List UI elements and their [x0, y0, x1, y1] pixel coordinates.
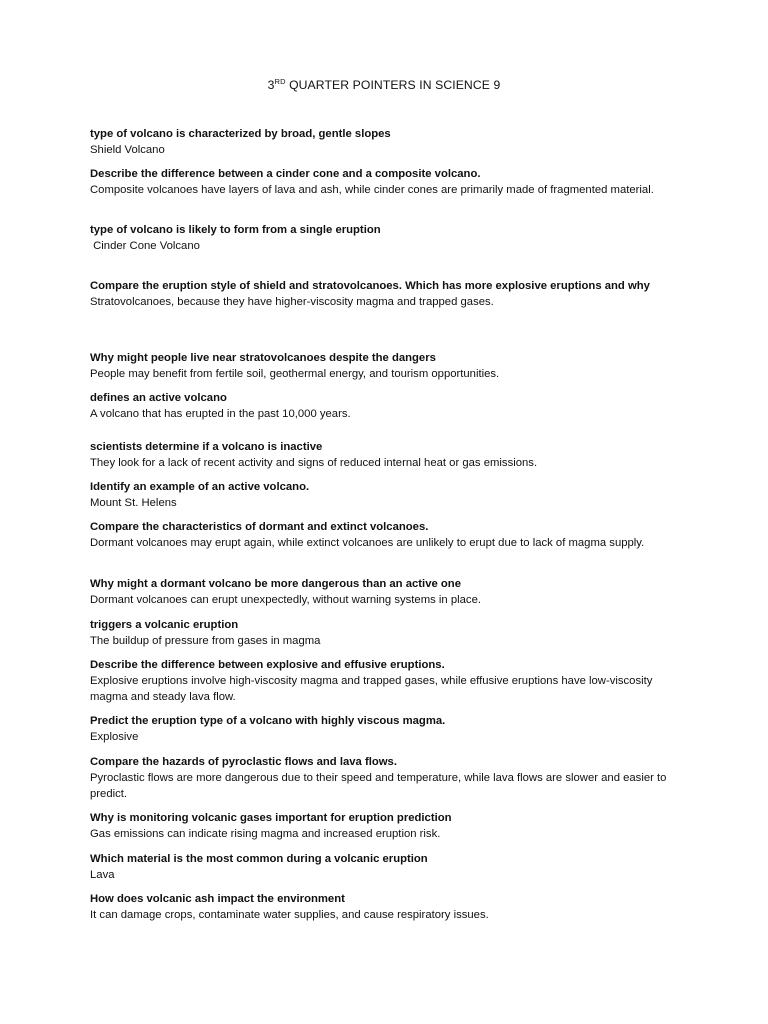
qa-item-16 — [90, 851, 682, 883]
qa-item-9 — [90, 519, 682, 551]
qa-item-5 — [90, 350, 682, 382]
question: How does volcanic ash impact the environment — [90, 893, 345, 905]
question: type of volcano is likely to form from a single eruption — [90, 224, 381, 236]
answer: Dormant volcanoes can erupt unexpectedly, without warning systems in place. — [90, 594, 481, 606]
answer: Stratovolcanoes, because they have higher-viscosity magma and trapped gases. — [90, 296, 494, 308]
qa-item-6 — [90, 390, 682, 422]
question: Predict the eruption type of a volcano with highly viscous magma. — [90, 715, 446, 727]
qa-item-3 — [90, 222, 682, 254]
page-title — [0, 78, 768, 92]
question: Compare the characteristics of dormant and extinct volcanoes. — [90, 521, 429, 533]
answer: It can damage crops, contaminate water supplies, and cause respiratory issues. — [90, 909, 489, 921]
question: Describe the difference between a cinder cone and a composite volcano. — [90, 168, 481, 180]
title-number: 3 — [267, 78, 275, 92]
answer: People may benefit from fertile soil, geothermal energy, and tourism opportunities. — [90, 368, 500, 380]
question: triggers a volcanic eruption — [90, 619, 239, 631]
qa-item-13 — [90, 713, 682, 745]
qa-item-12 — [90, 657, 682, 705]
answer: Lava — [90, 869, 115, 881]
question: defines an active volcano — [90, 392, 227, 404]
question: Describe the difference between explosive and effusive eruptions. — [90, 659, 445, 671]
answer: Pyroclastic flows are more dangerous due to their speed and temperature, while lava flows are slower and easier to predict. — [90, 772, 667, 800]
answer: Shield Volcano — [90, 144, 165, 156]
answer: Composite volcanoes have layers of lava and ash, while cinder cones are primarily made of fragmented material. — [90, 184, 654, 196]
qa-item-17 — [90, 891, 682, 923]
question: scientists determine if a volcano is inactive — [90, 441, 323, 453]
answer: Explosive — [90, 731, 139, 743]
question: type of volcano is characterized by broad, gentle slopes — [90, 128, 391, 140]
qa-item-14 — [90, 754, 682, 802]
answer: A volcano that has erupted in the past 10,000 years. — [90, 408, 351, 420]
answer: Cinder Cone Volcano — [90, 240, 200, 252]
question: Why might people live near stratovolcanoes despite the dangers — [90, 352, 436, 364]
qa-item-1 — [90, 126, 682, 158]
answer: Explosive eruptions involve high-viscosity magma and trapped gases, while effusive eruptions have low-viscosity magma and steady lava flow. — [90, 675, 653, 703]
title-text: QUARTER POINTERS IN SCIENCE 9 — [285, 78, 501, 92]
question: Compare the eruption style of shield and stratovolcanoes. Which has more explosive eruptions and why — [90, 280, 650, 292]
answer: The buildup of pressure from gases in magma — [90, 635, 321, 647]
question: Which material is the most common during a volcanic eruption — [90, 853, 428, 865]
qa-item-10 — [90, 576, 682, 608]
answer: Mount St. Helens — [90, 497, 177, 509]
answer: Gas emissions can indicate rising magma and increased eruption risk. — [90, 828, 441, 840]
qa-item-7 — [90, 439, 682, 471]
question: Compare the hazards of pyroclastic flows and lava flows. — [90, 756, 397, 768]
qa-item-8 — [90, 479, 682, 511]
qa-item-4 — [90, 278, 682, 310]
question: Why might a dormant volcano be more dangerous than an active one — [90, 578, 461, 590]
qa-item-11 — [90, 617, 682, 649]
answer: Dormant volcanoes may erupt again, while extinct volcanoes are unlikely to erupt due to lack of magma supply. — [90, 537, 645, 549]
question: Identify an example of an active volcano. — [90, 481, 310, 493]
answer: They look for a lack of recent activity and signs of reduced internal heat or gas emissions. — [90, 457, 538, 469]
question: Why is monitoring volcanic gases important for eruption prediction — [90, 812, 452, 824]
qa-item-2 — [90, 166, 682, 198]
qa-item-15 — [90, 810, 682, 842]
title-superscript: RD — [274, 76, 286, 86]
